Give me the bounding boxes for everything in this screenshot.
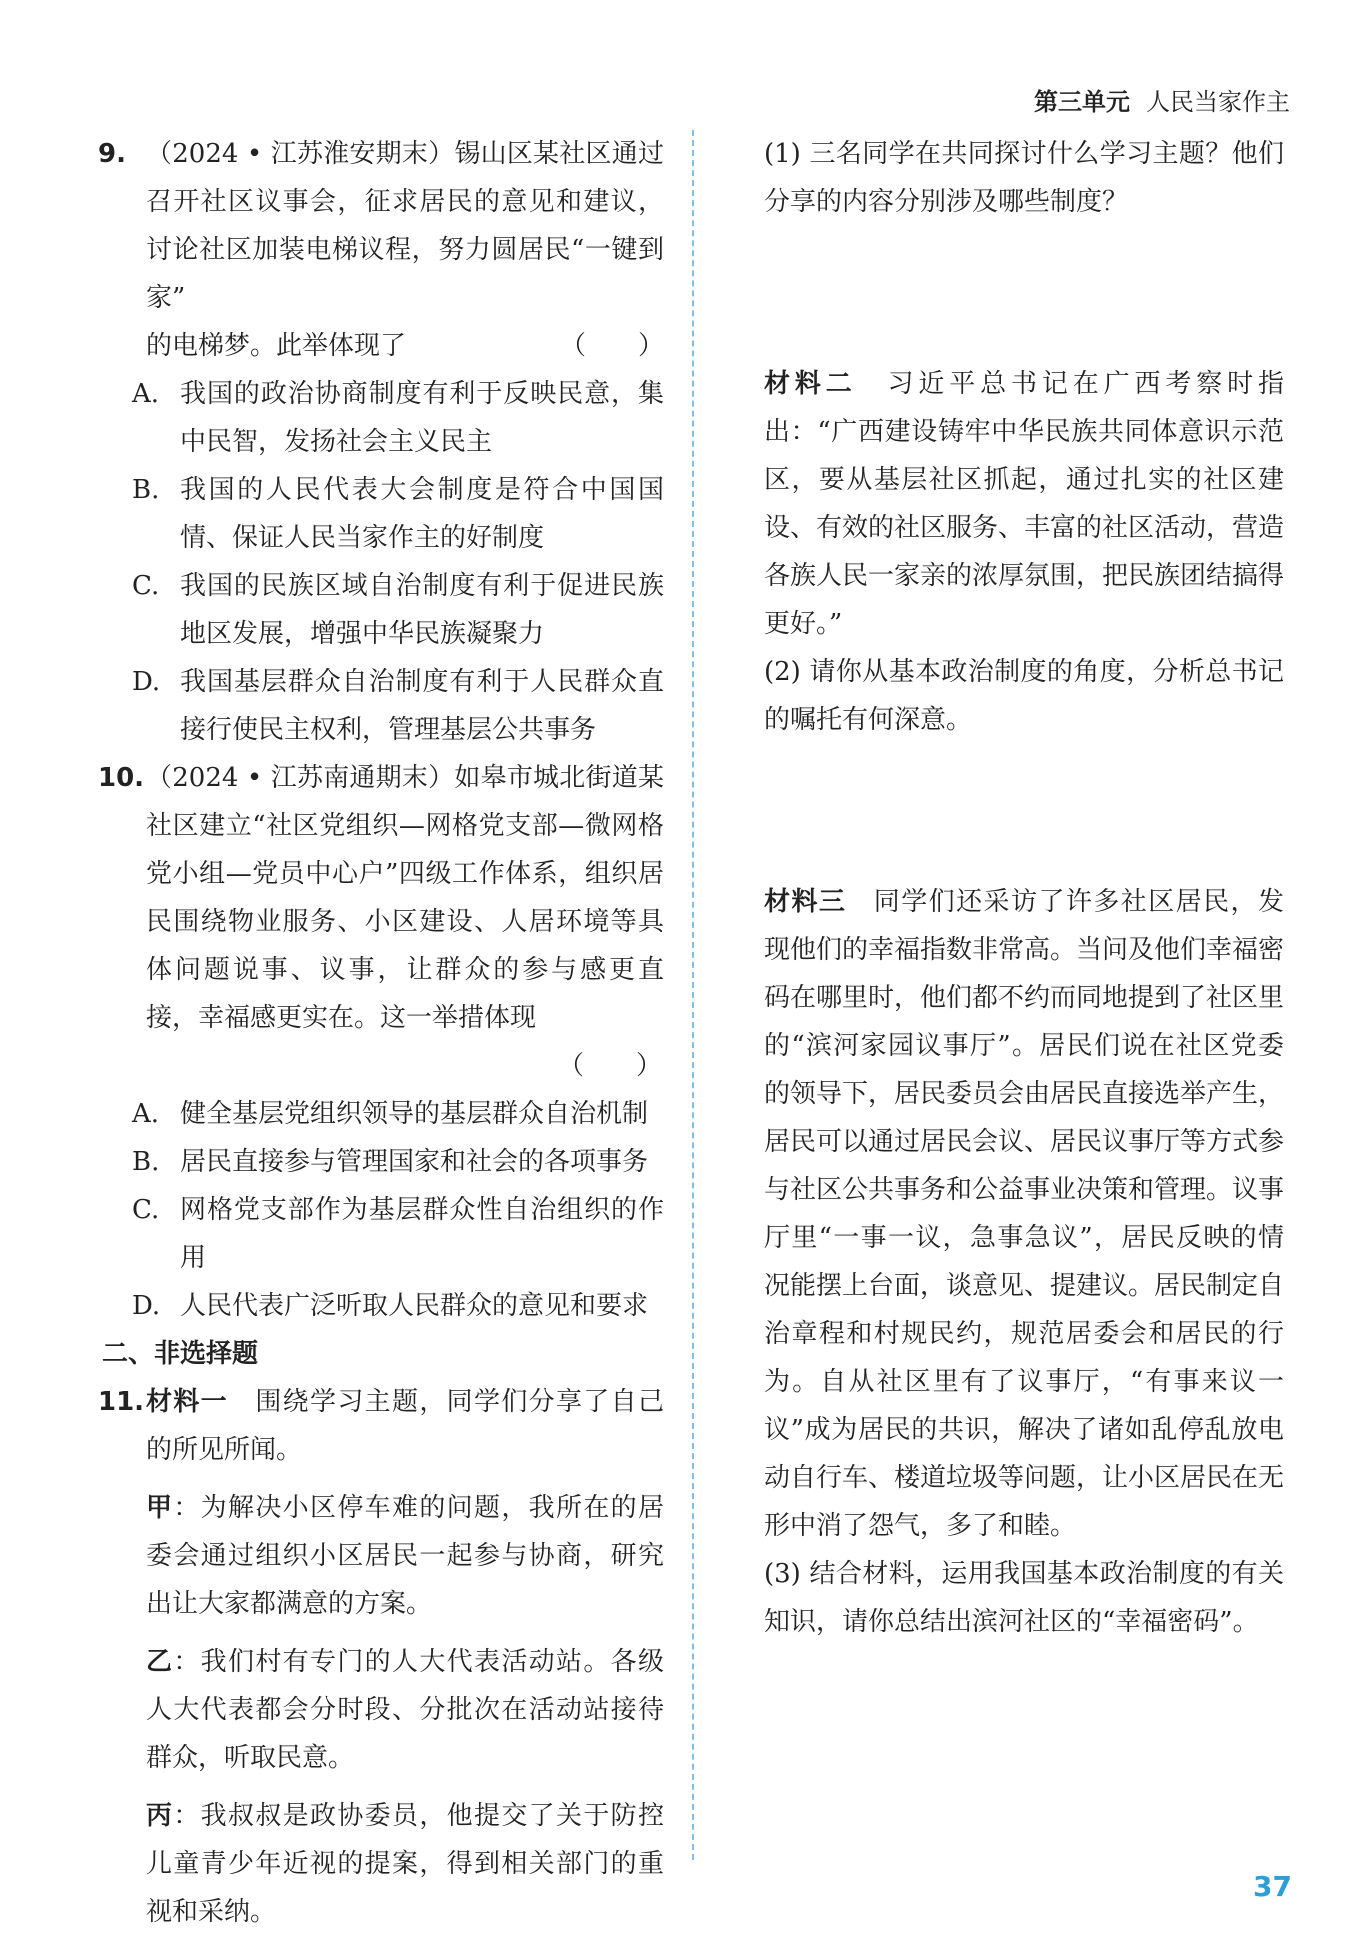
question-11 <box>98 1378 664 1936</box>
option-text: 我国的民族区域自治制度有利于促进民族地区发展，增强中华民族凝聚力 <box>180 571 664 649</box>
option-text: 我国的政治协商制度有利于反映民意，集中民智，发扬社会主义民主 <box>180 379 664 457</box>
material-3-text: 同学们还采访了许多社区居民，发现他们的幸福指数非常高。当问及他们幸福密码在哪里时，他们都不约而同地提到了社区里的“滨河家园议事厅”。居民们说在社区党委的领导下，居民委员会由居民直接选举产生，居民可以通过居民会议、居民议事厅等方式参与社区公共事务和公益事业决策和管理。议事厅里“一事一议，急事急议”，居民反映的情况能摆上台面，谈意见、提建议。居民制定自治章程和村规民约，规范居委会和居民的行为。自从社区里有了议事厅，“有事来议一议”成为居民的共识，解决了诸如乱停乱放电动自行车、楼道垃圾等问题，让小区居民在无形中消了怨气，多了和睦。 <box>764 887 1285 1541</box>
question-10 <box>98 754 664 1090</box>
option-d <box>98 1282 664 1330</box>
option-label: A. <box>132 379 160 409</box>
option-text: 我国的人民代表大会制度是符合中国国情、保证人民当家作主的好制度 <box>180 475 664 553</box>
speaker-jia: 甲 <box>146 1493 174 1523</box>
option-text: 人民代表广泛听取人民群众的意见和要求 <box>180 1291 649 1321</box>
option-a <box>98 370 664 466</box>
speaker-bing: 丙 <box>146 1801 174 1831</box>
option-label: B. <box>132 1147 160 1177</box>
question-number: 11. <box>98 1387 145 1417</box>
page-header <box>1034 82 1290 117</box>
material-2 <box>764 360 1284 648</box>
question-stem: （2024 • 江苏南通期末）如皋市城北街道某社区建立“社区党组织—网格党支部—微网格党小组—党员中心户”四级工作体系，组织居民围绕物业服务、小区建设、人居环境等具体问题说事、议事，让群众的参与感更直接，幸福感更实在。这一举措体现 <box>146 763 664 1033</box>
material-3 <box>764 878 1284 1550</box>
option-text: 网格党支部作为基层群众性自治组织的作用 <box>180 1195 664 1273</box>
option-label: D. <box>132 667 161 697</box>
column-divider <box>692 130 694 1860</box>
answer-space <box>764 744 1284 878</box>
question-stem-end: 的电梯梦。此举体现了 <box>146 331 407 361</box>
question-number: 10. <box>98 763 145 793</box>
unit-title: 人民当家作主 <box>1146 88 1290 116</box>
option-c <box>98 1186 664 1282</box>
right-column <box>764 130 1284 1646</box>
sub-question-1: (1) 三名同学在共同探讨什么学习主题？他们分享的内容分别涉及哪些制度？ <box>764 139 1284 217</box>
speaker-jia-text: ：为解决小区停车难的问题，我所在的居委会通过组织小区居民一起参与协商，研究出让大家都满意的方案。 <box>146 1493 664 1619</box>
option-label: C. <box>132 571 160 601</box>
option-text: 健全基层党组织领导的基层群众自治机制 <box>180 1099 649 1129</box>
option-text: 居民直接参与管理国家和社会的各项事务 <box>180 1147 649 1177</box>
option-b <box>98 466 664 562</box>
material-1-label: 材料一 <box>146 1387 228 1417</box>
speaker-bing-text: ：我叔叔是政协委员，他提交了关于防控儿童青少年近视的提案，得到相关部门的重视和采纳。 <box>146 1801 664 1927</box>
option-label: C. <box>132 1195 160 1225</box>
material-3-label: 材料三 <box>764 887 847 917</box>
sub-question-3: (3) 结合材料，运用我国基本政治制度的有关知识，请你总结出滨河社区的“幸福密码”。 <box>764 1559 1284 1637</box>
answer-bracket: （ ） <box>559 331 664 361</box>
option-a <box>98 1090 664 1138</box>
material-2-text: 习近平总书记在广西考察时指出：“广西建设铸牢中华民族共同体意识示范区，要从基层社区抓起，通过扎实的社区建设、有效的社区服务、丰富的社区活动，营造各族人民一家亲的浓厚氛围，把民族团结搞得更好。” <box>764 369 1285 639</box>
question-stem: （2024 • 江苏淮安期末）锡山区某社区通过召开社区议事会，征求居民的意见和建议，讨论社区加装电梯议程，努力圆居民“一键到家” <box>146 139 664 313</box>
option-label: A. <box>132 1099 160 1129</box>
answer-space <box>764 226 1284 360</box>
answer-bracket: （ ） <box>557 1051 662 1081</box>
left-column <box>98 130 664 1936</box>
question-number: 9. <box>98 139 126 169</box>
option-text: 我国基层群众自治制度有利于人民群众直接行使民主权利，管理基层公共事务 <box>180 667 664 745</box>
option-label: D. <box>132 1291 161 1321</box>
material-2-label: 材料二 <box>764 369 857 399</box>
speaker-yi: 乙 <box>146 1647 174 1677</box>
page-number: 37 <box>1253 1870 1292 1903</box>
option-d <box>98 658 664 754</box>
sub-question-2: (2) 请你从基本政治制度的角度，分析总书记的嘱托有何深意。 <box>764 657 1284 735</box>
option-b <box>98 1138 664 1186</box>
material-1-text: 围绕学习主题，同学们分享了自己的所见所闻。 <box>146 1387 664 1465</box>
unit-label: 第三单元 <box>1034 88 1130 116</box>
option-c <box>98 562 664 658</box>
option-label: B. <box>132 475 160 505</box>
speaker-yi-text: ：我们村有专门的人大代表活动站。各级人大代表都会分时段、分批次在活动站接待群众，听取民意。 <box>146 1647 664 1773</box>
question-9 <box>98 130 664 370</box>
section-heading: 二、非选择题 <box>102 1339 259 1369</box>
